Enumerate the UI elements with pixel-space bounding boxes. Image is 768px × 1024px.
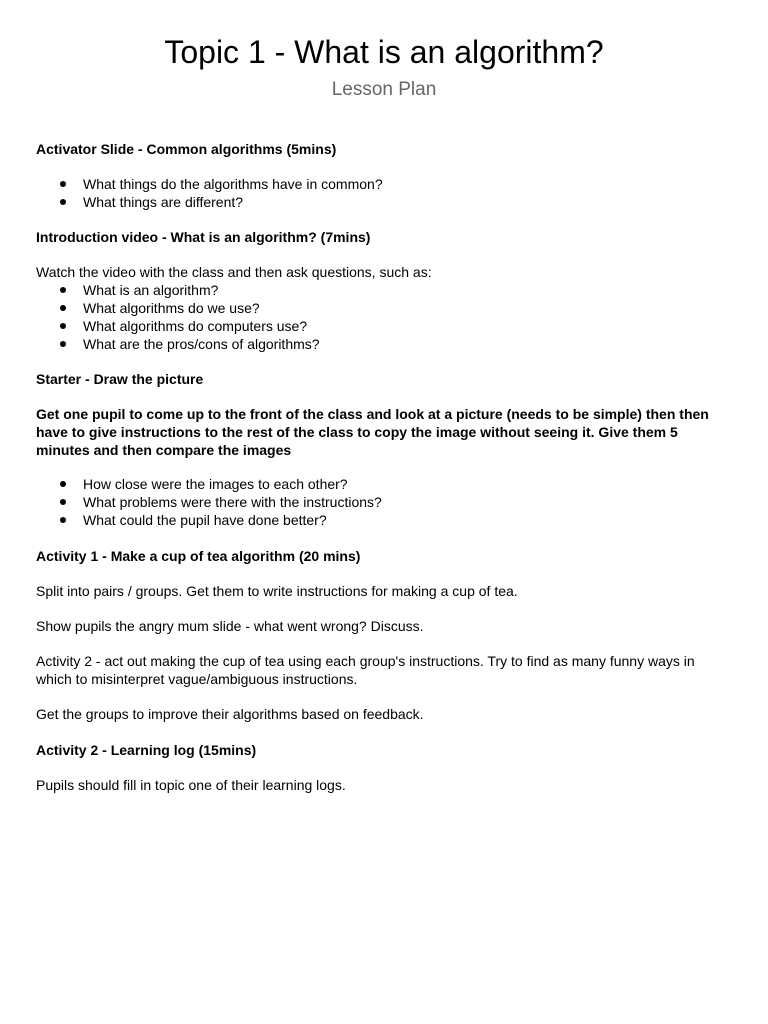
bullet-icon [60,181,66,187]
intro-text: Watch the video with the class and then ask questions, such as: [36,264,432,280]
section-heading-intro: Introduction video - What is an algorithm? (7mins) [36,229,371,245]
document-title: Topic 1 - What is an algorithm? [164,34,604,70]
list-item: What is an algorithm? [36,281,716,299]
bullet-icon [60,199,66,205]
list-item: What are the pros/cons of algorithms? [36,335,716,353]
activity1-paragraph: Activity 2 - act out making the cup of tea using each group's instructions. Try to find as many funny ways in which to misinterpret vague/ambiguous instructions. [36,653,695,687]
bullet-icon [60,287,66,293]
list-item: What problems were there with the instructions? [36,493,716,511]
intro-bullet-list [36,281,716,353]
starter-text: Get one pupil to come up to the front of the class and look at a picture (needs to be simple) then then have to give instructions to the rest of the class to copy the image without seeing it. Give them 5 minutes and then compare the images [36,406,709,458]
document-subtitle: Lesson Plan [331,79,437,100]
list-item: What things do the algorithms have in common? [36,175,716,193]
activity1-paragraph: Split into pairs / groups. Get them to write instructions for making a cup of tea. [36,583,518,599]
starter-bullet-list [36,475,716,529]
section-heading-starter: Starter - Draw the picture [36,371,204,387]
list-item: What could the pupil have done better? [36,511,716,529]
list-item: What things are different? [36,193,716,211]
section-heading-activity1: Activity 1 - Make a cup of tea algorithm (20 mins) [36,548,361,564]
activity1-paragraph: Show pupils the angry mum slide - what went wrong? Discuss. [36,618,424,634]
bullet-icon [60,323,66,329]
bullet-icon [60,305,66,311]
section-heading-activator: Activator Slide - Common algorithms (5mins) [36,141,337,157]
activity2-text: Pupils should fill in topic one of their learning logs. [36,777,346,793]
list-item: How close were the images to each other? [36,475,716,493]
list-item: What algorithms do computers use? [36,317,716,335]
bullet-icon [60,481,66,487]
bullet-icon [60,341,66,347]
list-item: What algorithms do we use? [36,299,716,317]
activator-bullet-list [36,175,716,211]
section-heading-activity2: Activity 2 - Learning log (15mins) [36,742,257,758]
bullet-icon [60,517,66,523]
activity1-paragraph: Get the groups to improve their algorithms based on feedback. [36,706,424,722]
bullet-icon [60,499,66,505]
